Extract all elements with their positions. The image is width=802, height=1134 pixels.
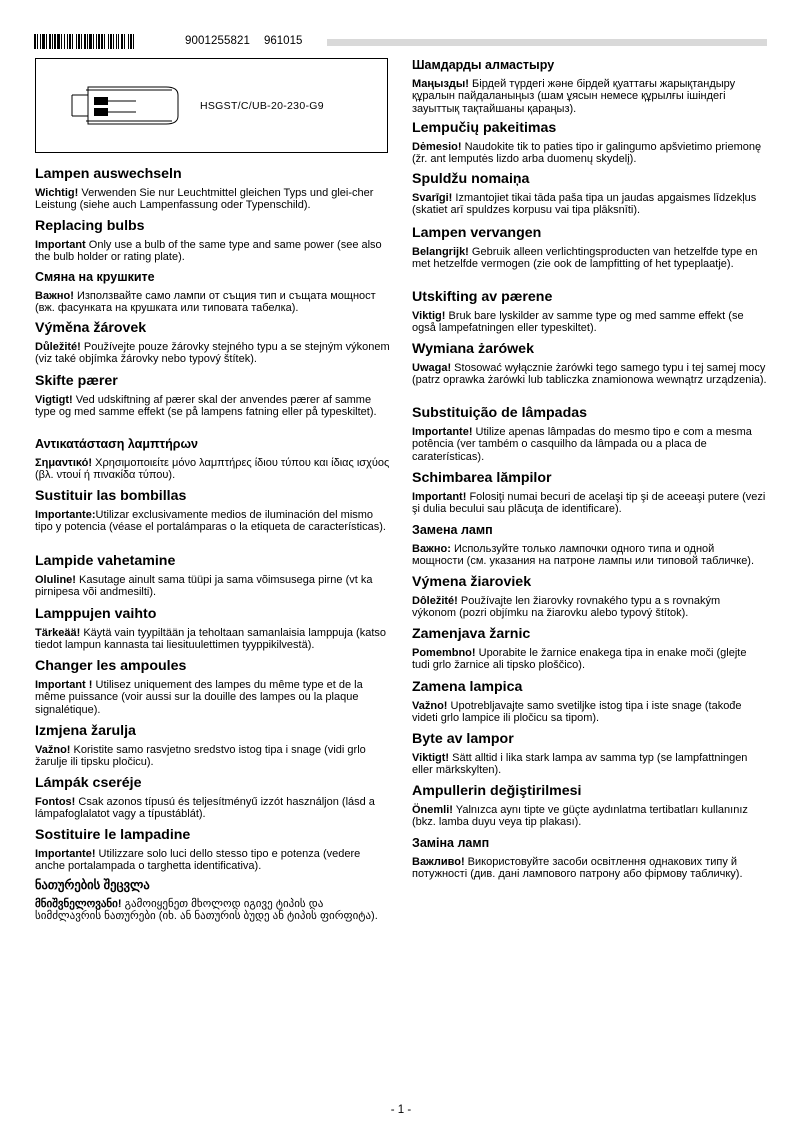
section-body: Izmantojiet tikai tāda paša tipa un jaudas apgaismes līdzekļus (skatiet arī spuldzes korpusu vai tipa plāksnīti). xyxy=(412,192,757,217)
section-lead: Importante! xyxy=(35,848,96,860)
instruction-section xyxy=(412,120,767,166)
section-lead: Důležité! xyxy=(35,341,81,353)
instruction-section xyxy=(35,827,390,873)
section-text xyxy=(412,804,767,829)
instruction-section xyxy=(412,626,767,672)
section-title: Changer les ampoules xyxy=(35,658,187,674)
section-title: Wymiana żarówek xyxy=(412,341,534,357)
instruction-section xyxy=(412,783,767,829)
section-lead: Wichtig! xyxy=(35,187,79,199)
section-lead: Važno! xyxy=(412,700,448,712)
section-lead: Oluline! xyxy=(35,574,76,586)
section-text xyxy=(412,647,767,672)
section-text xyxy=(412,310,767,335)
section-body: Käytä vain tyypiltään ja teholtaan samanlaisia lamppuja (katso tiedot lampun kannasta tai liesituulettimen tyyppikilvestä). xyxy=(35,627,386,652)
bulb-type-label: HSGST/C/UB-20-230-G9 xyxy=(200,100,324,112)
section-title: Замена ламп xyxy=(412,523,493,537)
section-lead: Dėmesio! xyxy=(412,141,462,153)
instruction-section xyxy=(412,679,767,725)
section-title: Lampen vervangen xyxy=(412,225,542,241)
section-title: Byte av lampor xyxy=(412,731,514,747)
instruction-section xyxy=(35,436,390,482)
section-body: Upotrebljavajte samo svetiljke istog tipa i iste snage (takođe videti grlo lampice ili pločicu sa tipom). xyxy=(412,700,742,725)
instruction-section xyxy=(412,731,767,777)
section-title: Substituição de lâmpadas xyxy=(412,405,588,421)
section-text xyxy=(35,627,390,652)
section-title: Lámpák cseréje xyxy=(35,775,142,791)
section-body: Koristite samo rasvjetno sredstvo istog tipa i snage (vidi grlo žarulje ili tipsku pločicu). xyxy=(35,744,366,769)
section-body: Ved udskiftning af pærer skal der anvendes pærer af samme type og med samme effekt (se på lampens fatning eller på typeskiltet). xyxy=(35,394,377,419)
section-text xyxy=(412,362,767,387)
section-title: Výměna žárovek xyxy=(35,320,147,336)
section-body: Gebruik alleen verlichtingsproducten van hetzelfde type en met hetzelfde vermogen (zie ook de lampfitting of het typeplaatje). xyxy=(412,246,758,271)
instruction-section xyxy=(35,269,390,315)
section-title: Sustituir las bombillas xyxy=(35,488,187,504)
section-body: Kasutage ainult sama tüüpi ja sama võimsusega pirne (vt ka pirnipesa või andmesilti). xyxy=(35,574,373,599)
section-text xyxy=(412,595,767,620)
section-lead: Dôležité! xyxy=(412,595,458,607)
section-body: Utilisez uniquement des lampes du même type et de la même puissance (voir aussi sur la douille des lampes ou la plaque signalétique). xyxy=(35,679,363,716)
section-lead: Important ! xyxy=(35,679,93,691)
section-text xyxy=(35,848,390,873)
section-text xyxy=(412,426,767,463)
section-lead: Важливо! xyxy=(412,856,465,868)
section-body: Naudokite tik to paties tipo ir galingumo apšvietimo priemonę (žr. ant lemputės lizdo arba duomenų skydelį). xyxy=(412,141,762,166)
section-lead: Tärkeää! xyxy=(35,627,81,639)
section-title: Sostituire le lampadine xyxy=(35,827,191,843)
section-lead: Svarīgi! xyxy=(412,192,453,204)
section-body: Използвайте само лампи от същия тип и същата мощност (вж. фасунката на крушката или типовата табелка). xyxy=(35,290,376,315)
section-text xyxy=(412,78,767,115)
section-text xyxy=(412,491,767,516)
section-text xyxy=(412,700,767,725)
section-title: Výmena žiaroviek xyxy=(412,574,532,590)
section-text xyxy=(35,457,390,482)
section-title: Шамдарды алмастыру xyxy=(412,58,555,72)
section-body: Stosować wyłącznie żarówki tego samego typu i tej samej mocy (patrz oprawka żarówki lub tabliczka znamionowa wewnątrz urządzenia). xyxy=(412,362,767,387)
section-lead: Viktig! xyxy=(412,310,446,322)
instruction-section xyxy=(35,373,390,419)
section-body: გამოიყენეთ მხოლოდ იგივე ტიპის და სიმძლავრის ნათურები (იხ. ან ნათურის ბუდე ან ტიპის ფირფიტა). xyxy=(35,898,378,923)
section-title: Смяна на крушките xyxy=(35,270,155,284)
section-lead: Viktigt! xyxy=(412,752,450,764)
section-text xyxy=(412,192,767,217)
section-title: Replacing bulbs xyxy=(35,218,145,234)
section-title: Zamenjava žarnic xyxy=(412,626,531,642)
document-header xyxy=(34,34,769,50)
section-text xyxy=(412,246,767,271)
section-title: Ampullerin değiştirilmesi xyxy=(412,783,582,799)
instruction-section xyxy=(412,574,767,620)
section-lead: Pomembno! xyxy=(412,647,476,659)
header-rule xyxy=(327,39,767,46)
section-title: ნათურების შეცვლა xyxy=(35,878,150,892)
section-body: Verwenden Sie nur Leuchtmittel gleichen Typs und glei-cher Leistung (siehe auch Lampenfassung oder Typenschild). xyxy=(35,187,374,212)
section-title: Lamppujen vaihto xyxy=(35,606,157,622)
section-text xyxy=(35,187,390,212)
instruction-section xyxy=(412,470,767,516)
section-text xyxy=(35,744,390,769)
barcode-graphic xyxy=(34,34,182,49)
section-lead: Fontos! xyxy=(35,796,76,808)
section-text xyxy=(35,898,390,923)
section-text xyxy=(35,574,390,599)
section-text xyxy=(35,394,390,419)
section-body: Χρησιμοποιείτε μόνο λαμπτήρες ίδιου τύπου και ίδιας ισχύος (βλ. ντουί ή πινακίδα τύπου). xyxy=(35,457,390,482)
date-code: 961015 xyxy=(264,35,303,47)
section-title: Utskifting av pærene xyxy=(412,289,553,305)
section-body: Используйте только лампочки одного типа и одной мощности (см. указания на патроне лампы или типовой табличке). xyxy=(412,543,755,568)
section-lead: Belangrijk! xyxy=(412,246,469,258)
instruction-section xyxy=(412,171,767,217)
barcode-number: 9001255821 xyxy=(185,35,250,47)
section-lead: Važno! xyxy=(35,744,71,756)
section-body: Utilize apenas lâmpadas do mesmo tipo e com a mesma potência (ver também o casquilho da lâmpada ou a placa de caraterísticas). xyxy=(412,426,752,463)
section-lead: Önemli! xyxy=(412,804,453,816)
instruction-section xyxy=(412,289,767,335)
instruction-section xyxy=(412,835,767,881)
instruction-section xyxy=(35,320,390,366)
instruction-section xyxy=(412,522,767,568)
section-lead: Importante! xyxy=(412,426,473,438)
section-title: Lempučių pakeitimas xyxy=(412,120,557,136)
instruction-section xyxy=(412,57,767,115)
section-body: Uporabite le žarnice enakega tipa in enake moči (glejte tudi grlo žarnice ali tipsko ploščico). xyxy=(412,647,747,672)
section-title: Izmjena žarulja xyxy=(35,723,136,739)
section-lead: Uwaga! xyxy=(412,362,452,374)
instruction-section xyxy=(35,775,390,821)
section-lead: მნიშვნელოვანი! xyxy=(35,898,122,910)
section-body: Yalnızca aynı tipte ve güçte aydınlatma tertibatları kullanınız (bkz. lamba duyu veya tip plakası). xyxy=(412,804,748,829)
instruction-section xyxy=(35,877,390,923)
section-body: Používejte pouze žárovky stejného typu a se stejným výkonem (viz také objímka žárovky nebo typový štítek). xyxy=(35,341,390,366)
section-body: Бірдей түрдегі және бірдей қуаттағы жарықтандыру құралын пайдаланыңыз (шам ұясын немесе құрылғы ішіндегі зауыттық тақтайшаны қараңыз). xyxy=(412,78,736,115)
section-lead: Important xyxy=(35,239,86,251)
instruction-section xyxy=(412,225,767,271)
section-body: Folosiţi numai becuri de acelaşi tip şi de aceeaşi putere (vezi şi dulia becului sau plăcuţa de identificare). xyxy=(412,491,766,516)
section-text xyxy=(35,679,390,716)
section-lead: Important! xyxy=(412,491,467,503)
section-title: Заміна ламп xyxy=(412,836,490,850)
instruction-section xyxy=(35,218,390,264)
section-text xyxy=(412,856,767,881)
section-lead: Importante: xyxy=(35,509,96,521)
section-title: Αντικατάσταση λαμπτήρων xyxy=(35,437,199,451)
section-text xyxy=(412,543,767,568)
section-text xyxy=(412,141,767,166)
instruction-section xyxy=(412,405,767,463)
instruction-section xyxy=(35,488,390,534)
section-body: Csak azonos típusú és teljesítményű izzót használjon (lásd a lámpafoglalatot vagy a típustáblát). xyxy=(35,796,375,821)
instruction-section xyxy=(35,606,390,652)
section-title: Skifte pærer xyxy=(35,373,118,389)
section-text xyxy=(412,752,767,777)
section-title: Lampen auswechseln xyxy=(35,166,182,182)
section-lead: Σημαντικό! xyxy=(35,457,93,469)
instruction-section xyxy=(35,553,390,599)
section-body: Bruk bare lyskilder av samme type og med samme effekt (se også lampefatningen eller typeskiltet). xyxy=(412,310,744,335)
section-body: Sätt alltid i lika stark lampa av samma typ (se lampfattningen eller märkskylten). xyxy=(412,752,748,777)
instruction-section xyxy=(35,658,390,716)
section-lead: Vigtigt! xyxy=(35,394,73,406)
section-text xyxy=(35,796,390,821)
section-body: Používajte len žiarovky rovnakého typu a s rovnakým výkonom (pozri objímku na žiarovku alebo typový štítok). xyxy=(412,595,721,620)
section-title: Schimbarea lămpilor xyxy=(412,470,552,486)
section-body: Utilizzare solo luci dello stesso tipo e potenza (vedere anche portalampada o targhetta identificativa). xyxy=(35,848,361,873)
section-text xyxy=(35,509,390,534)
section-text xyxy=(35,290,390,315)
section-body: Використовуйте засоби освітлення однакових типу й потужності (див. дані лампового патрону або фірмову табличку). xyxy=(412,856,743,881)
instruction-section xyxy=(35,166,390,212)
section-title: Spuldžu nomaiņa xyxy=(412,171,530,187)
page-number: - 1 - xyxy=(390,1104,412,1116)
section-lead: Важно! xyxy=(35,290,74,302)
bulb-diagram-box xyxy=(35,58,388,153)
instruction-section xyxy=(35,723,390,769)
section-title: Zamena lampica xyxy=(412,679,523,695)
section-body: Utilizar exclusivamente medios de iluminación del mismo tipo y potencia (véase el portalámparas o la etiqueta de características). xyxy=(35,509,386,534)
instruction-section xyxy=(412,341,767,387)
section-text xyxy=(35,341,390,366)
section-lead: Важно: xyxy=(412,543,451,555)
section-body: Only use a bulb of the same type and same power (see also the bulb holder or rating plate). xyxy=(35,239,382,264)
section-text xyxy=(35,239,390,264)
section-title: Lampide vahetamine xyxy=(35,553,176,569)
section-lead: Маңызды! xyxy=(412,78,469,90)
